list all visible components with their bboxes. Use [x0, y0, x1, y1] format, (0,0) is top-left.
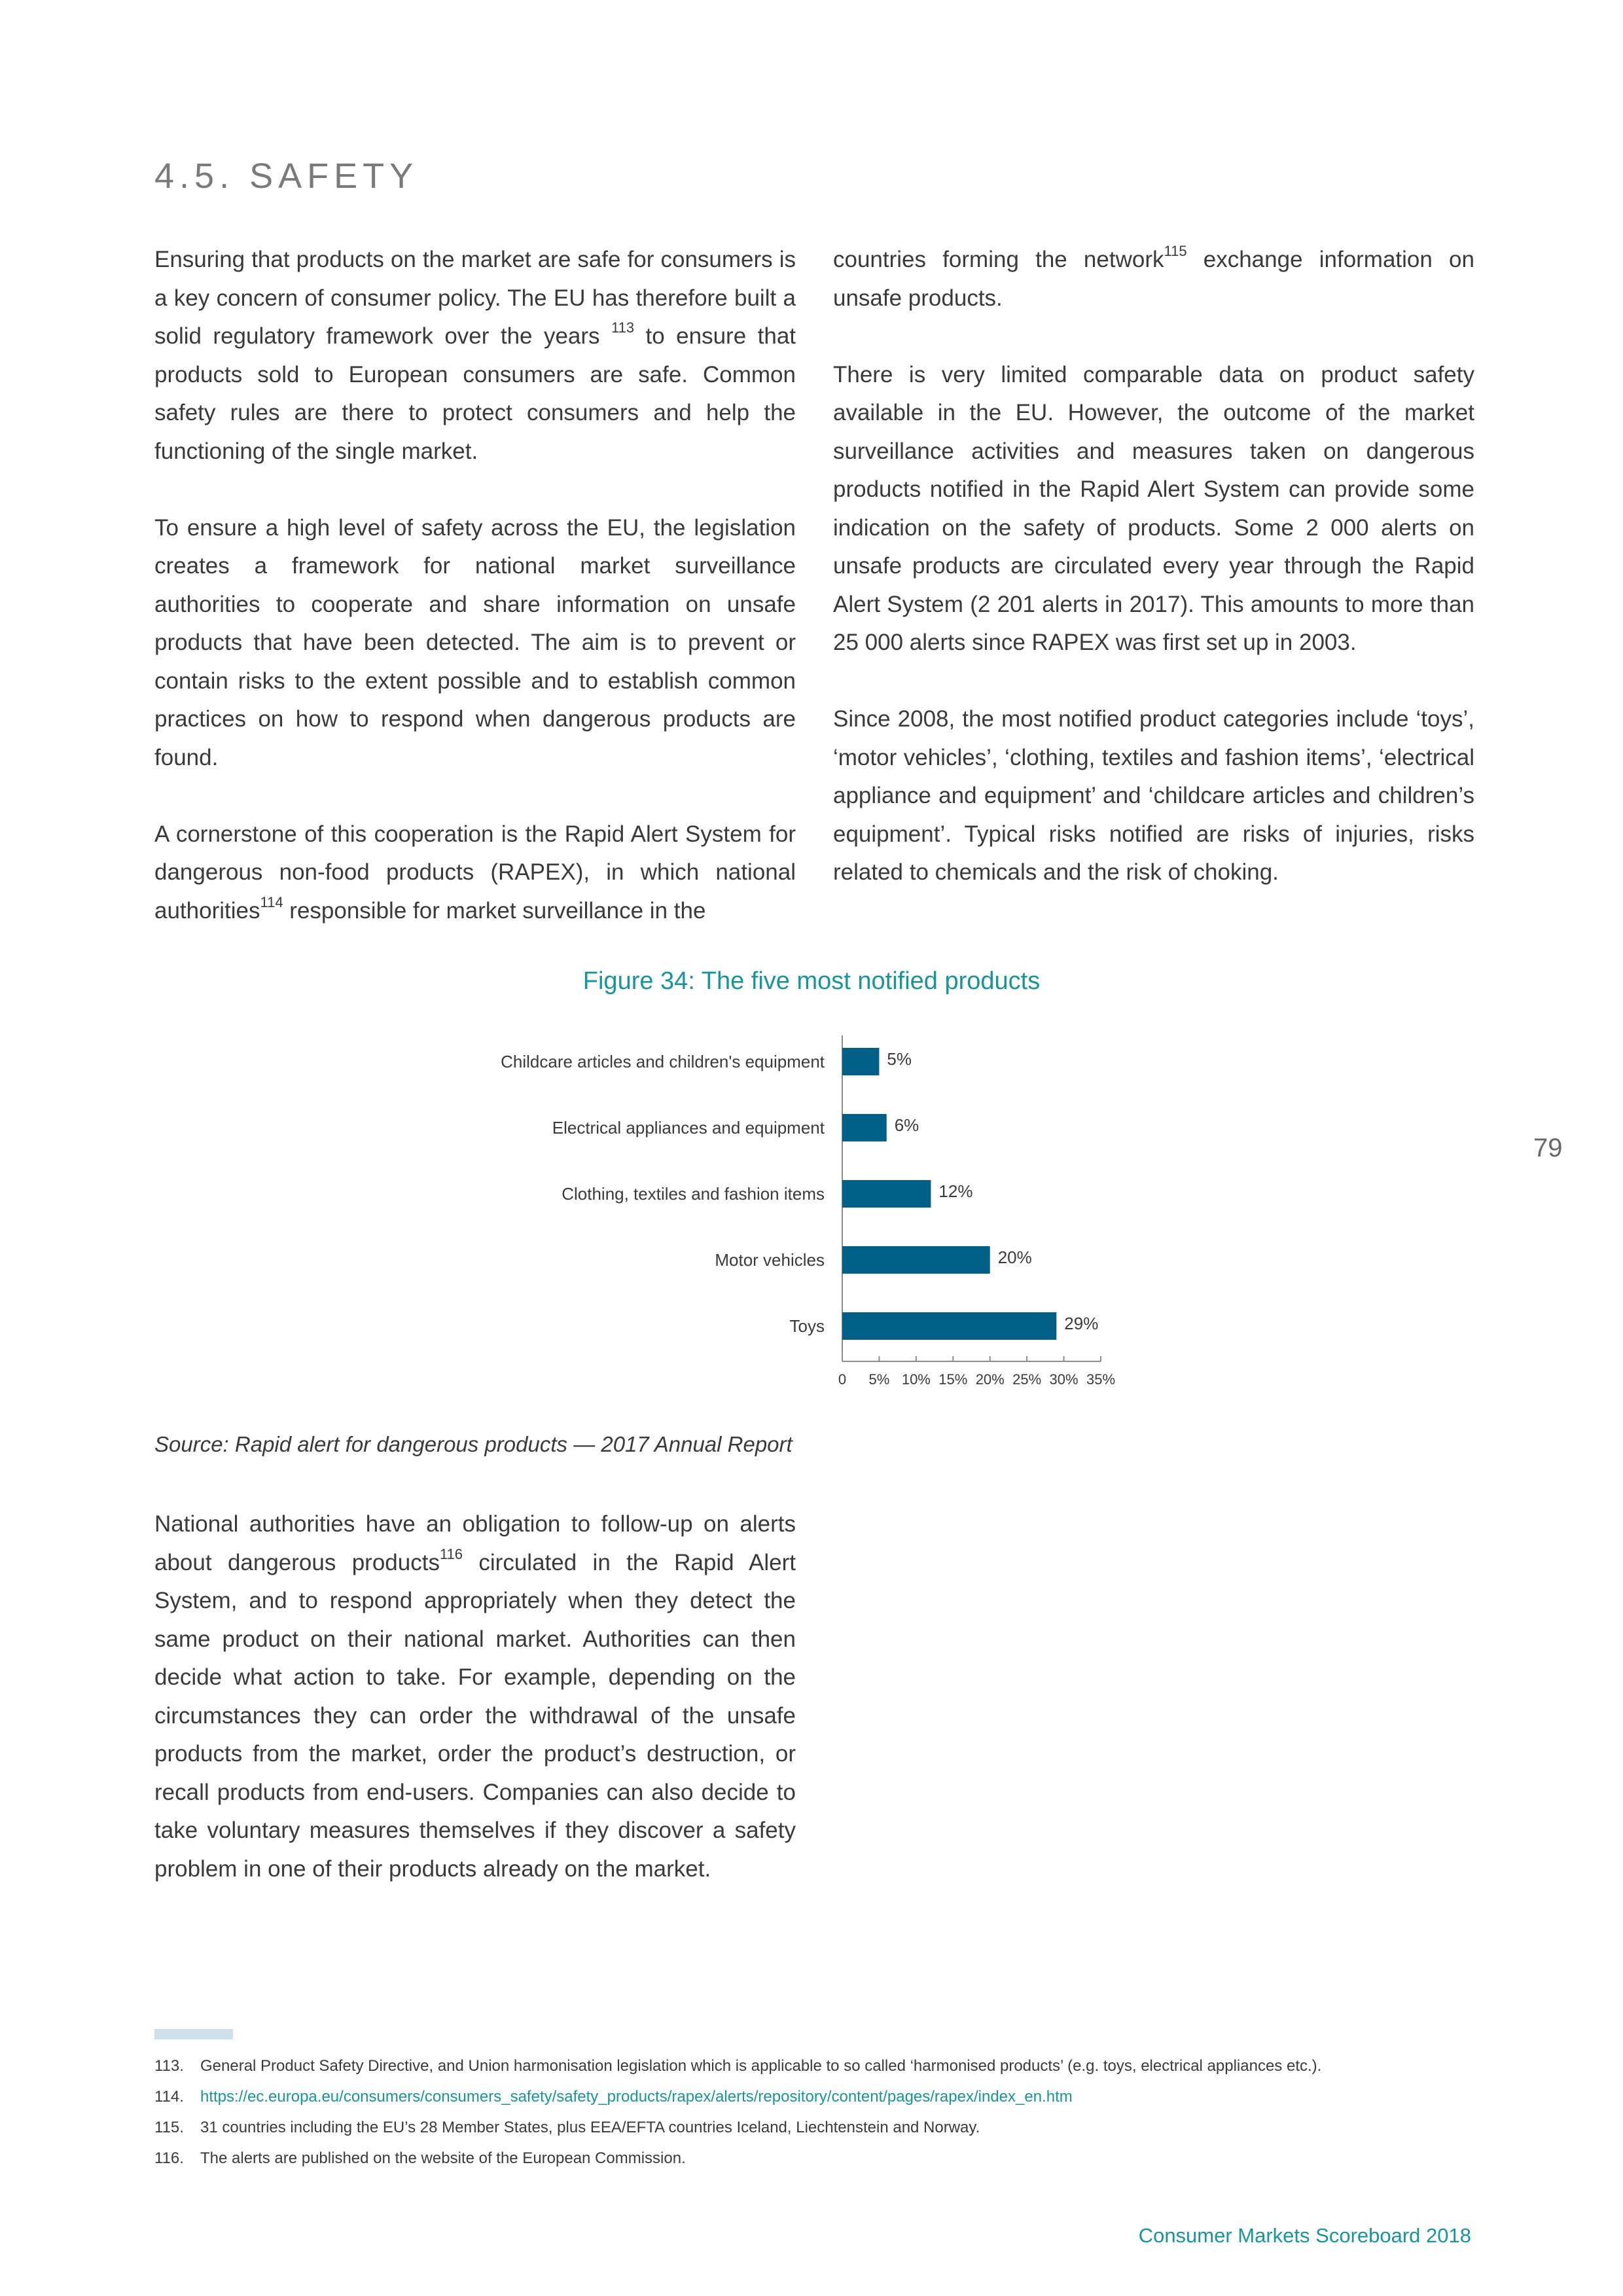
right-column [833, 241, 1474, 892]
paragraph: Since 2008, the most notified product categories include ‘toys’, ‘motor vehicles’, ‘clothing, textiles and fashion items’, ‘electrical appliance and equipment’ and ‘childcare articles and children’s equipment’. Typical risks notified are risks of injuries, risks related to chemicals and the risk of choking. [833, 706, 1474, 885]
footnote-ref[interactable]: 114 [260, 893, 283, 910]
footnote-ref[interactable]: 113 [611, 319, 635, 336]
paragraph-text: Ensuring that products on the market are safe for consumers is a key concern of consumer policy. The EU has therefore built a solid regulatory framework over the years [154, 247, 796, 349]
x-tick-label: 35% [1086, 1371, 1116, 1388]
paragraph-text: countries forming the network [833, 247, 1164, 272]
paragraph [154, 816, 796, 931]
footnote-text: The alerts are published on the website of the European Commission. [200, 2149, 686, 2167]
footnote-text: General Product Safety Directive, and Union harmonisation legislation which is applicable to so called ‘harmonised products’ (e.g. toys, electrical appliances etc.). [200, 2057, 1322, 2075]
footnote [154, 2149, 1321, 2180]
x-tick-label: 30% [1049, 1371, 1079, 1388]
footnote-ref[interactable]: 116 [439, 1545, 463, 1562]
x-tick-label: 25% [1012, 1371, 1042, 1388]
bar [842, 1048, 879, 1075]
footnote [154, 2057, 1321, 2088]
paragraph-text: circulated in the Rapid Alert System, and to respond appropriately when they detect the same product on their national market. Authorities can then decide what action to take. For example, depending on the circumstances they can order the withdrawal of the unsafe products from the market, order the product’s destruction, or recall products from end-users. Companies can also decide to take voluntary measures themselves if they discover a safety problem in one of their products already on the market. [154, 1549, 796, 1882]
paragraph: There is very limited comparable data on product safety available in the EU. However, the outcome of the market surveillance activities and measures taken on dangerous products notified in the Rapid Alert System can provide some indication on the safety of products. Some 2 000 alerts on unsafe products are circulated every year through the Rapid Alert System (2 201 alerts in 2017). This amounts to more than 25 000 alerts since RAPEX was first set up in 2003. [833, 361, 1474, 655]
data-label: 5% [887, 1049, 912, 1069]
paragraph [154, 241, 796, 471]
left-column [154, 241, 796, 930]
data-label: 20% [997, 1247, 1032, 1267]
footnote-number: 113. [154, 2057, 184, 2075]
footnote-text: 31 countries including the EU’s 28 Member States, plus EEA/EFTA countries Iceland, Liechtenstein and Norway. [200, 2119, 980, 2136]
bar [842, 1114, 887, 1141]
paragraph-text: A cornerstone of this cooperation is the Rapid Alert System for dangerous non-food products (RAPEX), in which national authorities [154, 821, 796, 924]
footnote-divider [154, 2029, 233, 2039]
footnotes [154, 2057, 1321, 2180]
x-tick-label: 10% [901, 1371, 931, 1388]
category-label: Electrical appliances and equipment [552, 1118, 825, 1138]
figure-title: Figure 34: The five most notified products [582, 967, 1041, 995]
footnote-number: 115. [154, 2119, 184, 2136]
figure-source: Source: Rapid alert for dangerous products — 2017 Annual Report [154, 1432, 793, 1456]
paragraph-text: National authorities have an obligation to follow-up on alerts about dangerous products [154, 1511, 796, 1575]
data-label: 12% [938, 1181, 973, 1201]
footer-title: Consumer Markets Scoreboard 2018 [1138, 2224, 1471, 2247]
category-label: Toys [789, 1316, 825, 1336]
paragraph-text: exchange information on unsafe products. [833, 247, 1474, 311]
paragraph: To ensure a high level of safety across the EU, the legislation creates a framework for national market surveillance authorities to cooperate and share information on unsafe products that have been detected. The aim is to prevent or contain risks to the extent possible and to establish common practices on how to respond when dangerous products are found. [154, 514, 796, 770]
footnote-ref[interactable]: 115 [1164, 243, 1187, 260]
x-tick-label: 5% [868, 1371, 890, 1388]
category-label: Clothing, textiles and fashion items [562, 1184, 825, 1204]
section-heading: 4.5. SAFETY [154, 156, 419, 196]
bar [842, 1246, 990, 1274]
footnote [154, 2088, 1321, 2119]
bar-chart [0, 1021, 1623, 1414]
paragraph [154, 1505, 796, 1888]
x-tick-label: 20% [975, 1371, 1005, 1388]
bar [842, 1180, 931, 1208]
paragraph-text: to ensure that products sold to European consumers are safe. Common safety rules are there to protect consumers and help the functioning of the single market. [154, 323, 796, 464]
category-label: Motor vehicles [715, 1250, 825, 1270]
category-label: Childcare articles and children's equipment [501, 1052, 825, 1071]
x-tick-label: 15% [938, 1371, 968, 1388]
page-number: 79 [1533, 1134, 1563, 1162]
paragraph-text: responsible for market surveillance in the [283, 897, 706, 924]
x-tick-label: 0 [838, 1371, 847, 1388]
paragraph [833, 241, 1474, 317]
bar [842, 1312, 1056, 1340]
footnote-number: 114. [154, 2088, 184, 2106]
bottom-column [154, 1505, 796, 1888]
footnote-link[interactable]: https://ec.europa.eu/consumers/consumers_safety/safety_products/rapex/alerts/repository/content/pages/rapex/index_en.htm [200, 2088, 1073, 2106]
footnote [154, 2119, 1321, 2149]
data-label: 29% [1064, 1314, 1099, 1333]
footnote-number: 116. [154, 2149, 184, 2167]
data-label: 6% [894, 1115, 919, 1135]
